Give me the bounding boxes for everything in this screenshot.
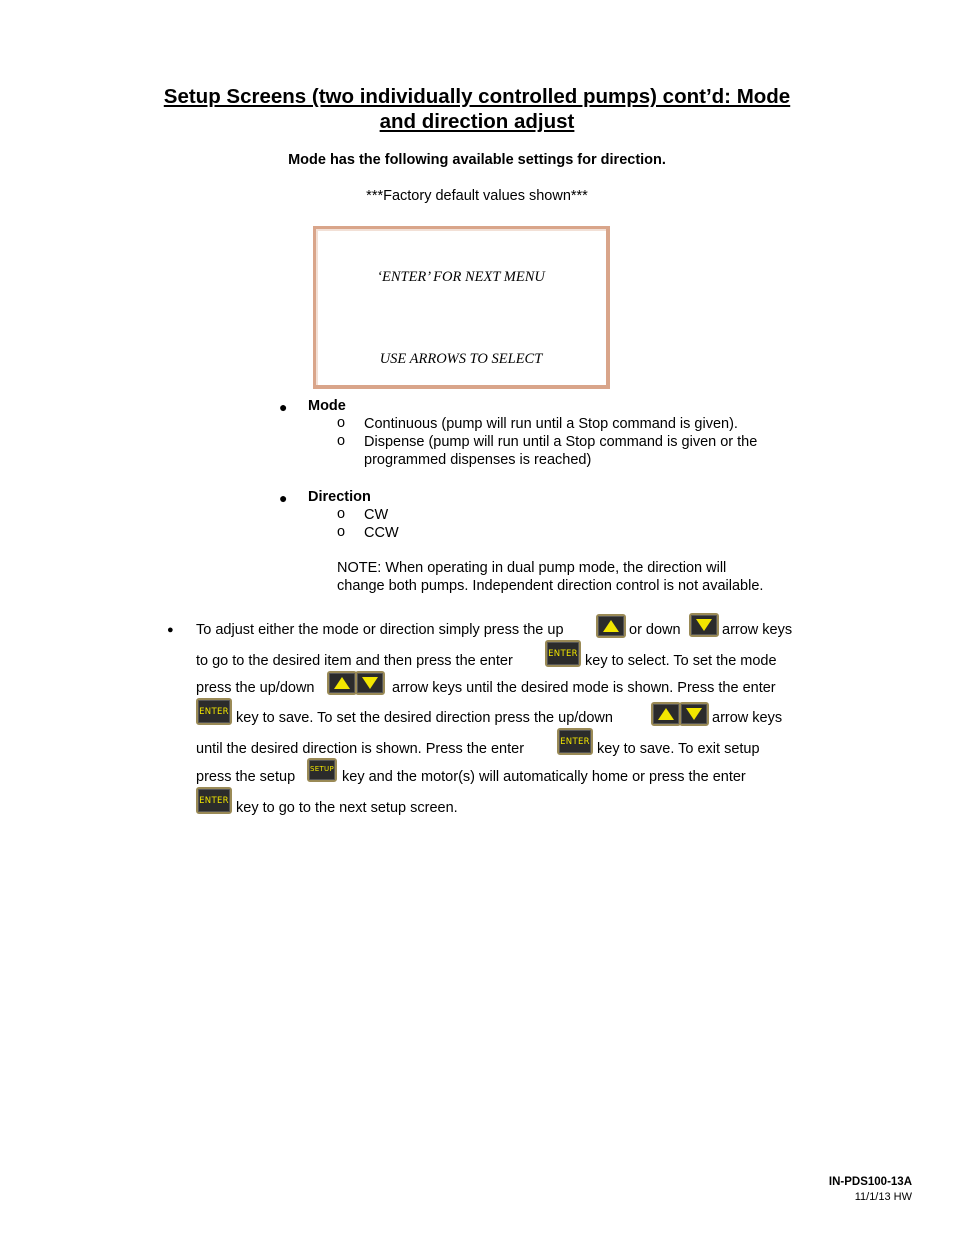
- instructions-line-5: until the desired direction is shown. Press the enter: [196, 741, 525, 757]
- page-title-line1: Setup Screens (two individually controlled pumps) cont’d: Mode: [163, 85, 791, 108]
- screen-line-1: ‘ENTER’ FOR NEXT MENU: [377, 269, 545, 285]
- up-arrow-icon: [651, 702, 681, 726]
- setup-key-icon: SETUP: [307, 758, 337, 782]
- mode-option-dispense: Dispense (pump will run until a Stop command is given or the: [364, 434, 758, 450]
- instructions-line-4: key to save. To set the desired direction press the up/down: [236, 710, 613, 726]
- mode-option-dispense-cont: programmed dispenses is reached): [364, 452, 592, 468]
- intro-text: Mode has the following available settings for direction.: [288, 152, 666, 168]
- instructions-text: arrow keys until the desired mode is shown. Press the enter: [392, 680, 776, 696]
- factory-default-note: ***Factory default values shown***: [366, 188, 588, 204]
- revision-date: 11/1/13 HW: [854, 1191, 912, 1203]
- mode-label: Mode: [308, 398, 346, 414]
- instructions-text: key to save. To exit setup: [597, 741, 760, 757]
- direction-option-cw: CW: [364, 507, 389, 523]
- direction-label: Direction: [308, 489, 371, 505]
- circle-bullet-icon: o: [337, 433, 346, 449]
- page-title: [120, 84, 834, 134]
- enter-key-icon: ENTER: [557, 728, 593, 755]
- document-number: IN-PDS100-13A: [828, 1176, 912, 1188]
- instructions-text: To adjust either the mode or direction simply press the up: [196, 622, 564, 638]
- instructions-text: arrow keys: [712, 710, 783, 726]
- enter-key-icon: ENTER: [545, 640, 581, 667]
- down-arrow-icon: [689, 613, 719, 637]
- instructions-line-1: [196, 622, 564, 638]
- direction-option-ccw: CCW: [364, 525, 399, 541]
- instructions-line-6: press the setup: [196, 769, 296, 785]
- circle-bullet-icon: o: [337, 415, 346, 431]
- bullet-icon: ●: [279, 490, 288, 506]
- down-arrow-icon: [355, 671, 385, 695]
- instructions-text: arrow keys: [722, 622, 793, 638]
- screen-line-2: USE ARROWS TO SELECT: [379, 351, 543, 367]
- direction-note-line2: change both pumps. Independent direction control is not available.: [337, 578, 764, 594]
- page-title-line2: and direction adjust: [379, 110, 575, 133]
- down-arrow-icon: [679, 702, 709, 726]
- bullet-icon: ●: [167, 624, 174, 636]
- up-arrow-icon: [327, 671, 357, 695]
- enter-key-icon: ENTER: [196, 698, 232, 725]
- instructions-text: or down: [629, 622, 681, 638]
- bullet-icon: ●: [279, 399, 288, 415]
- circle-bullet-icon: o: [337, 524, 346, 540]
- direction-note-line1: NOTE: When operating in dual pump mode, the direction will: [337, 560, 727, 576]
- instructions-line-7: key to go to the next setup screen.: [236, 800, 458, 816]
- enter-key-icon: ENTER: [196, 787, 232, 814]
- instructions-text: key to select. To set the mode: [585, 653, 777, 669]
- circle-bullet-icon: o: [337, 506, 346, 522]
- display-screen: [313, 226, 610, 389]
- up-arrow-icon: [596, 614, 626, 638]
- instructions-line-3: press the up/down: [196, 680, 315, 696]
- mode-option-continuous: Continuous (pump will run until a Stop command is given).: [364, 416, 738, 432]
- instructions-line-2: to go to the desired item and then press the enter: [196, 653, 513, 669]
- instructions-text: key and the motor(s) will automatically home or press the enter: [342, 769, 746, 785]
